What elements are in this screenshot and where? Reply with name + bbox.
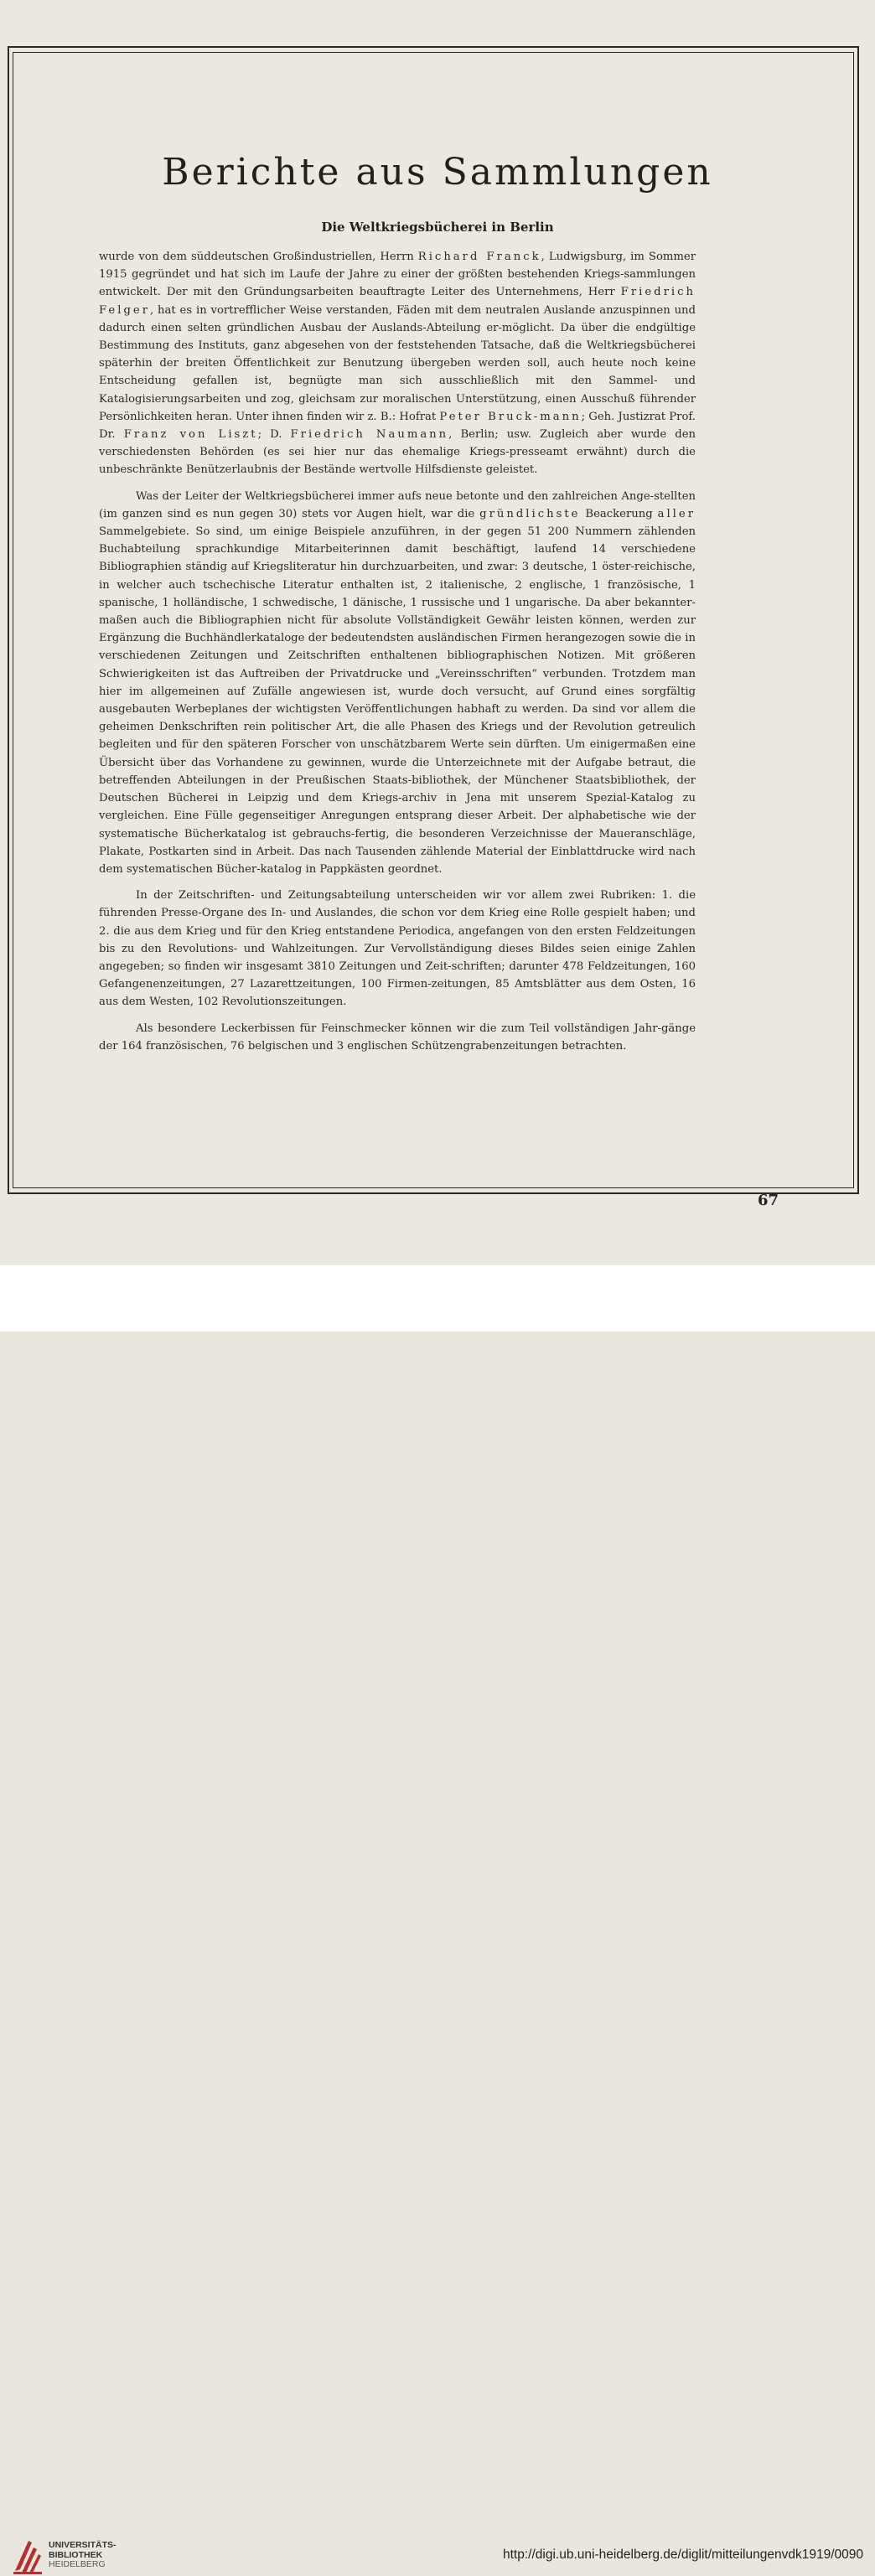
article-heading: Die Weltkriegsbücherei in Berlin (321, 220, 554, 235)
text-run: Sammelgebiete. So sind, um einige Beispiele anzuführen, in der gegen 51 200 Nummern zählenden Buchabteilung sprachkundige Mitarbeiterinnen damit beschäftigt, laufend 14 verschiedene Bibliographien ständig auf Kriegsliteratur hin durchzuarbeiten, und zwar: 3 deutsche, 1 öster-reichische, in welcher auch tschechische Literatur enthalten ist, 2 italienische, 2 englische, 1 französische, 1 spanische, 1 holländische, 1 schwedische, 1 dänische, 1 russische und 1 ungarische. Da aber bekannter-maßen auch die Bibliographien nicht für absolute Vollständigkeit Gewähr leisten können, werden zur Ergänzung die Buchhändlerkataloge der bedeutendsten ausländischen Firmen herangezogen sowie die in verschiedenen Zeitungen und Zeitschriften enthaltenen bibliographischen Notizen. Mit größeren Schwierigkeiten ist das Auftreiben der Privatdrucke und „Vereinsschriften“ verbunden. Trotzdem man hier im allgemeinen auf Zufälle angewiesen ist, wurde doch versucht, auf Grund eines sorgfältig ausgebauten Werbeplanes der wichtigsten Veröffentlichungen habhaft zu werden. Da sind vor allem die geheimen Denkschriften rein politischer Art, die alle Phasen des Kriegs und der Revolution getreulich begleiten und für den späteren Forscher von unschätzbarem Werte sein dürften. Um einigermaßen eine Übersicht über das Vorhandene zu gewinnen, wurde die Unterzeichnete mit der Aufgabe betraut, die betreffenden Abteilungen in der Preußischen Staats-bibliothek, der Münchener Staatsbibliothek, der Deutschen Bücherei in Leipzig und dem Kriegs-archiv in Jena mit unserem Spezial-Katalog zu vergleichen. Eine Fülle gegenseitiger Anregungen entsprang dieser Arbeit. Der alphabetische wie der systematische Bücherkatalog ist gebrauchs-fertig, die besonderen Verzeichnisse der Maueranschläge, Plakate, Postkarten sind in Arbeit. Das nach Tausenden zählende Material der Einblattdrucke wird nach dem systematischen Bücher-katalog in Pappkästen geordnet. (99, 525, 696, 876)
paragraph-3: In der Zeitschriften- und Zeitungsabteilung unterscheiden wir vor allem zwei Rubriken: 1. die führenden Presse-Organe des In- und Auslandes, die schon vor dem Krieg eine Rolle gespielt haben; und 2. die aus dem Krieg und für den Krieg entstandene Periodica, angefangen von den ersten Feldzeitungen bis zu den Revolutions- und Wahlzeitungen. Zur Vervollständigung dieses Bildes seien einige Zahlen angegeben; so finden wir insgesamt 3810 Zeitungen und Zeit-schriften; darunter 478 Feldzeitungen, 160 Gefangenenzeitungen, 27 Lazarettzeitungen, 100 Firmen-zeitungen, 85 Amtsblätter aus dem Osten, 16 aus dem Westen, 102 Revolutionszeitungen. (99, 889, 696, 1009)
library-name-line: BIBLIOTHEK (49, 2549, 103, 2560)
library-name-line: UNIVERSITÄTS- (49, 2540, 116, 2550)
text-run: ; D. (257, 428, 291, 442)
text-run: Beackerung (580, 507, 658, 520)
page-number: 67 (758, 1192, 779, 1209)
library-logo-icon (12, 2537, 44, 2576)
text-run: , hat es in vortrefflicher Weise verstanden, Fäden mit dem neutralen Auslande anzuspinnen und dadurch einen selten gründlichen Ausbau der Auslands-Abteilung er-möglicht. Da über die endgültige Bestimmung des Instituts, ganz abgesehen von der feststehenden Tatsache, daß die Weltkriegsbücherei späterhin der breiten Öffentlichkeit zur Benutzung übergeben werden soll, auch heute noch keine Entscheidung gefallen ist, begnügte man sich ausschließlich mit den Sammel- und Katalogisierungsarbeiten und zog, gleichsam zur moralischen Unterstützung, einen Ausschuß führender Persönlichkeiten heran. Unter ihnen finden wir z. B.: Hofrat (99, 303, 696, 423)
paragraph-4: Als besondere Leckerbissen für Feinschmecker können wir die zum Teil vollständigen Jahr-gänge der 164 französischen, 76 belgischen und 3 englischen Schützengrabenzeitungen betrachten. (99, 1022, 696, 1053)
person-name: Friedrich Naumann (290, 428, 449, 442)
person-name: Richard Franck (417, 251, 541, 263)
source-url-link[interactable]: http://digi.ub.uni-heidelberg.de/diglit/mitteilungenvdk1919/0090 (503, 2548, 863, 2562)
footer-bar (0, 1265, 875, 2569)
library-name-line: HEIDELBERG (49, 2559, 106, 2569)
text-run: , Ludwigsburg, im Sommer 1915 gegründet und hat sich im Laufe der Jahre zu einer der größten bestehenden Kriegs-sammlungen entwickelt. Der mit den Gründungsarbeiten beauftragte Leiter des Unternehmens, Herr (99, 251, 696, 299)
library-name (49, 2541, 116, 2570)
person-name: Friedrich Felger (99, 286, 696, 317)
emphasis: aller (657, 507, 696, 520)
paragraph-2 (99, 488, 696, 878)
text-run: ; Geh. Justizrat Prof. Dr. (99, 410, 696, 442)
person-name: Franz von Liszt (123, 428, 258, 442)
text-run: , Berlin; usw. Zugleich aber wurde den verschiedensten Behörden (es sei hier nur das ehemalige Kriegs-presseamt erwähnt) durch die unbeschränkte Benützerlaubnis der Bestände wertvolle Hilfsdienste geleistet. (99, 428, 696, 477)
page-title: Berichte aus Sammlungen (162, 151, 713, 194)
text-run: wurde von dem süddeutschen Großindustriellen, Herrn (99, 251, 418, 263)
emphasis: gründlichste (479, 507, 581, 520)
text-run: Was der Leiter der Weltkriegsbücherei immer aufs neue betonte und den zahlreichen Ange-stellten (im ganzen sind es nun gegen 30) stets vor Augen hielt, war die (99, 489, 696, 520)
paragraph-1 (99, 248, 696, 479)
scanned-page (0, 0, 875, 1265)
article-body (99, 248, 696, 1063)
person-name: Peter Bruck-mann (439, 410, 582, 423)
